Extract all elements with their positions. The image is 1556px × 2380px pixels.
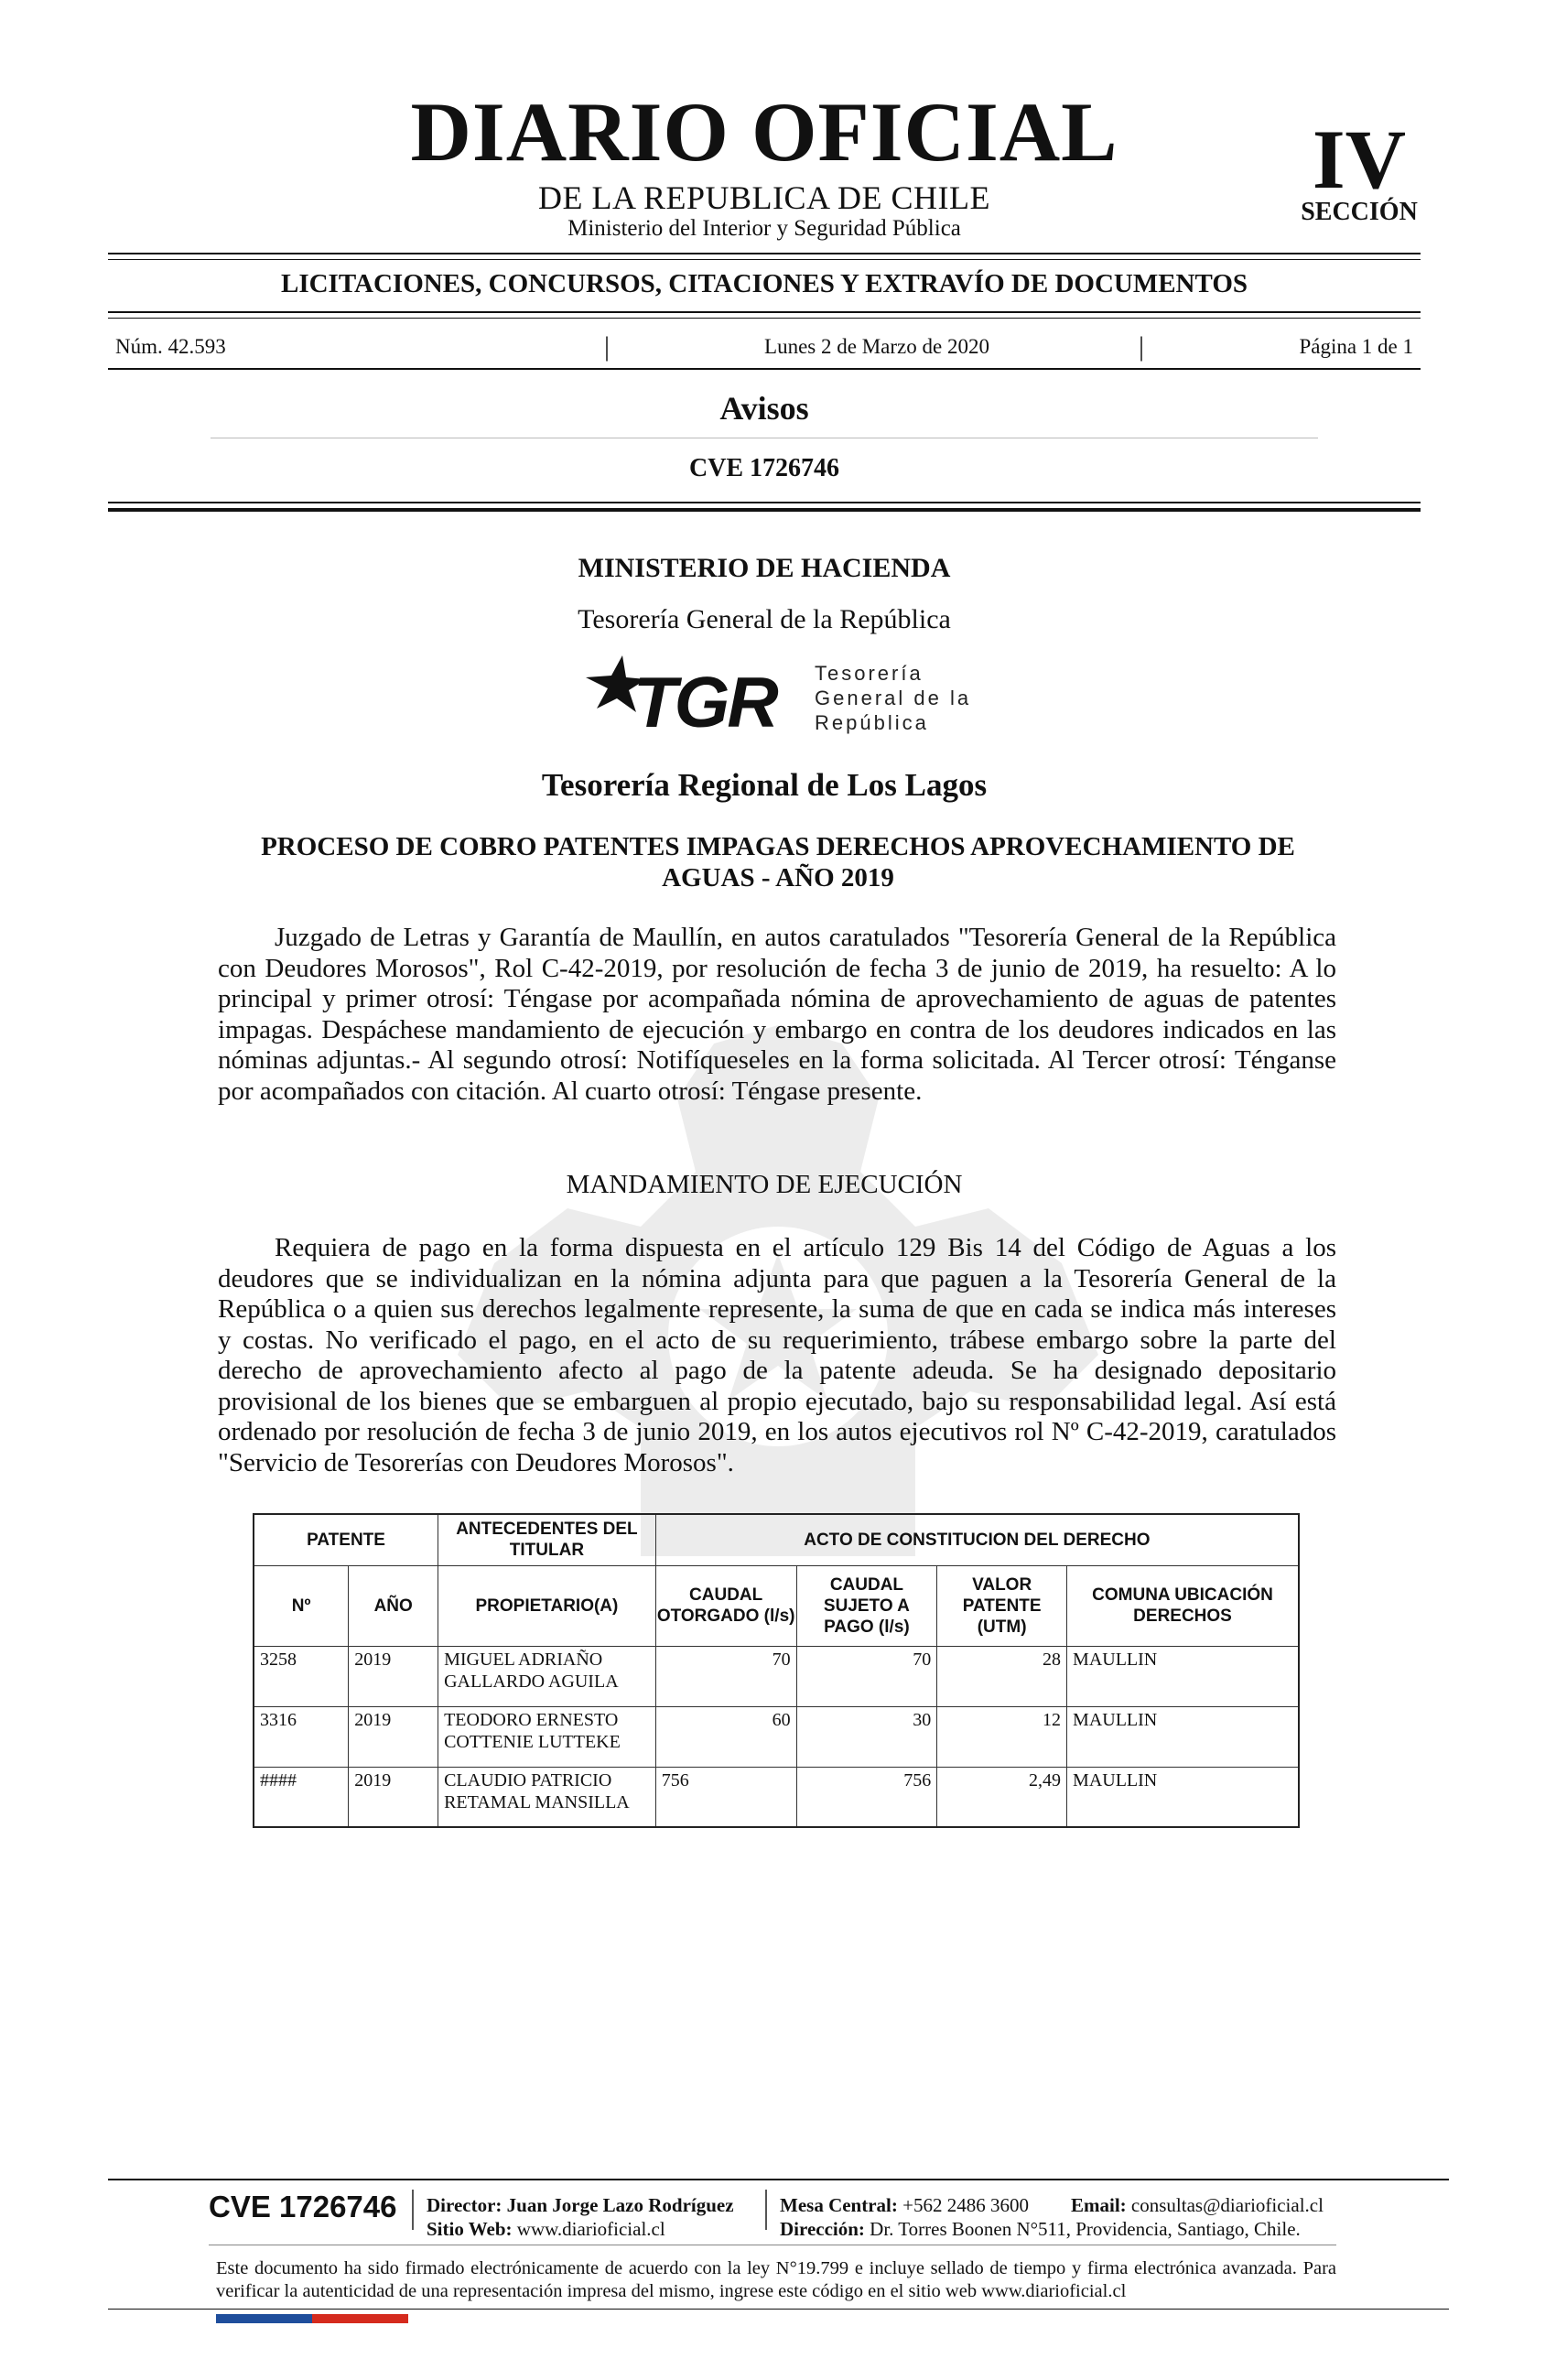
- flag-stripe-icon: [216, 2314, 408, 2323]
- footer-director-block: [427, 2193, 734, 2241]
- info-separator: |: [1139, 331, 1145, 362]
- cell-owner: MIGUEL ADRIAÑO GALLARDO AGUILA: [438, 1646, 656, 1706]
- cve-code: CVE 1726746: [688, 454, 840, 482]
- newspaper-subtitle: DE LA REPUBLICA DE CHILE: [538, 179, 990, 216]
- cell-comuna: MAULLIN: [1067, 1706, 1299, 1767]
- tgr-logo-line: Tesorería: [815, 662, 924, 685]
- column-header: COMUNA UBICACIÓN DERECHOS: [1067, 1565, 1299, 1646]
- tgr-logo-line: General de la: [815, 687, 972, 709]
- issue-number: Núm. 42.593: [115, 335, 226, 358]
- director-label: Director:: [427, 2194, 502, 2216]
- footer-cve-code: CVE 1726746: [209, 2190, 397, 2223]
- tgr-logo: [586, 648, 979, 740]
- info-rule: [108, 368, 1421, 370]
- footer-website: [427, 2217, 734, 2241]
- website-link[interactable]: www.diarioficial.cl: [516, 2218, 665, 2240]
- table-row: [254, 1706, 1299, 1767]
- email-link[interactable]: consultas@diarioficial.cl: [1130, 2194, 1324, 2216]
- column-header: AÑO: [349, 1565, 438, 1646]
- category-heading: Avisos: [719, 390, 809, 427]
- agency-name: Tesorería General de la República: [578, 604, 951, 634]
- resolution-paragraph: Juzgado de Letras y Garantía de Maullín, en autos caratulados "Tesorería General de la República con Deudores Morosos", Rol C-42-2019, por resolución de fecha 3 de junio de 2019, ha resuelto: A lo principal y primer otrosí: Téngase por acompañada nómina de aprovechamiento de aguas de patentes impagas. Despáchese mandamiento de ejecución y embargo en contra de los deudores indicados en las nóminas adjuntas.- Al segundo otrosí: Notifíqueseles en la forma solicitada. Al Tercer otrosí: Ténganse por acompañados con citación. Al cuarto otrosí: Téngase presente.: [218, 923, 1336, 1106]
- cell-year: 2019: [349, 1646, 438, 1706]
- issue-date: Lunes 2 de Marzo de 2020: [764, 335, 989, 358]
- group-header-patente: PATENTE: [254, 1514, 438, 1565]
- cell-caudal-pago: 756: [796, 1767, 937, 1827]
- masthead: [0, 0, 1556, 247]
- address-label: Dirección:: [780, 2218, 865, 2240]
- column-header: Nº: [254, 1565, 349, 1646]
- column-header: VALOR PATENTE (UTM): [937, 1565, 1067, 1646]
- cell-owner: TEODORO ERNESTO COTTENIE LUTTEKE: [438, 1706, 656, 1767]
- web-label: Sitio Web:: [427, 2218, 513, 2240]
- newspaper-title: DIARIO OFICIAL: [410, 85, 1118, 178]
- cve-rule-1: [108, 502, 1421, 503]
- column-header: PROPIETARIO(A): [438, 1565, 656, 1646]
- footer-separator: [765, 2190, 767, 2230]
- regional-office-heading: Tesorería Regional de Los Lagos: [541, 767, 988, 803]
- cve-rule-2: [108, 508, 1421, 512]
- masthead-rule-2: [108, 259, 1421, 260]
- mandate-heading: MANDAMIENTO DE EJECUCIÓN: [566, 1170, 963, 1199]
- page-indicator: Página 1 de 1: [1299, 335, 1413, 358]
- section-number: IV: [1312, 113, 1407, 206]
- cell-caudal-pago: 70: [796, 1646, 937, 1706]
- table-row: [254, 1767, 1299, 1827]
- cell-caudal-pago: 30: [796, 1706, 937, 1767]
- tgr-logo-line: República: [815, 711, 929, 734]
- table-header-row: [254, 1565, 1299, 1646]
- ministry-heading: MINISTERIO DE HACIENDA: [578, 553, 951, 583]
- footer-phone-email: [780, 2193, 1338, 2217]
- cell-year: 2019: [349, 1767, 438, 1827]
- cell-valor: 2,49: [937, 1767, 1067, 1827]
- mandate-paragraph: Requiera de pago en la forma dispuesta en el artículo 129 Bis 14 del Código de Aguas a los deudores que se individualizan en la nómina adjunta para que paguen a la Tesorería General de la República o a quien sus derechos legalmente represente, la suma de que en cada se indica más intereses y costas. No verificado el pago, en el acto de su requerimiento, trábese embargo sobre la parte del derecho de aprovechamiento afecto al pago de la patente adeuda. Se ha designado depositario provisional de los bienes que se embarguen al propio ejecutado, bajo su responsabilidad legal. Así está ordenado por resolución de fecha 3 de junio 2019, en los autos ejecutivos rol Nº C-42-2019, caratulados "Servicio de Tesorerías con Deudores Morosos".: [218, 1233, 1336, 1477]
- info-separator: |: [604, 331, 611, 362]
- cell-comuna: MAULLIN: [1067, 1767, 1299, 1827]
- footer-rule-top: [108, 2179, 1449, 2180]
- email-label: Email:: [1071, 2194, 1127, 2216]
- issue-info-bar: [108, 333, 1421, 361]
- footer-director: [427, 2193, 734, 2217]
- cell-valor: 12: [937, 1706, 1067, 1767]
- group-header-acto: ACTO DE CONSTITUCION DEL DERECHO: [655, 1514, 1299, 1565]
- cell-caudal-otorgado: 60: [655, 1706, 796, 1767]
- section-rule-2: [108, 318, 1421, 319]
- process-heading: PROCESO DE COBRO PATENTES IMPAGAS DERECHOS APROVECHAMIENTO DE AGUAS - AÑO 2019: [261, 832, 1295, 892]
- phone-number: +562 2486 3600: [902, 2194, 1029, 2216]
- tgr-logo-text: [815, 661, 971, 735]
- director-name: Juan Jorge Lazo Rodríguez: [506, 2194, 734, 2216]
- masthead-rule-1: [108, 253, 1421, 254]
- cell-caudal-otorgado: 756: [655, 1767, 796, 1827]
- flag-stripe-red: [312, 2314, 408, 2323]
- cell-num: 3258: [254, 1646, 349, 1706]
- table-row: [254, 1646, 1299, 1706]
- section-rule-1: [108, 311, 1421, 313]
- tgr-mark: TGR: [633, 662, 776, 742]
- footer-contact-block: [780, 2193, 1338, 2241]
- footer-email: [1071, 2193, 1324, 2217]
- address-text: Dr. Torres Boonen N°511, Providencia, Santiago, Chile.: [870, 2218, 1301, 2240]
- footer-rule-bottom: [108, 2309, 1449, 2310]
- section-label: SECCIÓN: [1301, 198, 1418, 226]
- table-group-header-row: [254, 1514, 1299, 1565]
- footer-address: [780, 2217, 1338, 2241]
- cell-caudal-otorgado: 70: [655, 1646, 796, 1706]
- cell-owner: CLAUDIO PATRICIO RETAMAL MANSILLA: [438, 1767, 656, 1827]
- group-header-titular: ANTECEDENTES DEL TITULAR: [438, 1514, 656, 1565]
- debtors-table: [253, 1513, 1300, 1828]
- cell-num: ####: [254, 1767, 349, 1827]
- footer-signature-note: Este documento ha sido firmado electrónicamente de acuerdo con la ley N°19.799 e incluye sellado de tiempo y firma electrónica avanzada. Para verificar la autenticidad de una representación impresa del mismo, ingrese este código en el sitio web www.diarioficial.cl: [216, 2258, 1336, 2301]
- cell-comuna: MAULLIN: [1067, 1646, 1299, 1706]
- column-header: CAUDAL SUJETO A PAGO (l/s): [796, 1565, 937, 1646]
- cell-valor: 28: [937, 1646, 1067, 1706]
- section-title: LICITACIONES, CONCURSOS, CITACIONES Y EXTRAVÍO DE DOCUMENTOS: [280, 269, 1248, 298]
- flag-stripe-blue: [216, 2314, 312, 2323]
- phone-label: Mesa Central:: [780, 2194, 898, 2216]
- ministry-line: Ministerio del Interior y Seguridad Pública: [567, 216, 961, 241]
- cell-year: 2019: [349, 1706, 438, 1767]
- column-header: CAUDAL OTORGADO (l/s): [655, 1565, 796, 1646]
- cell-num: 3316: [254, 1706, 349, 1767]
- footer-separator: [412, 2190, 414, 2230]
